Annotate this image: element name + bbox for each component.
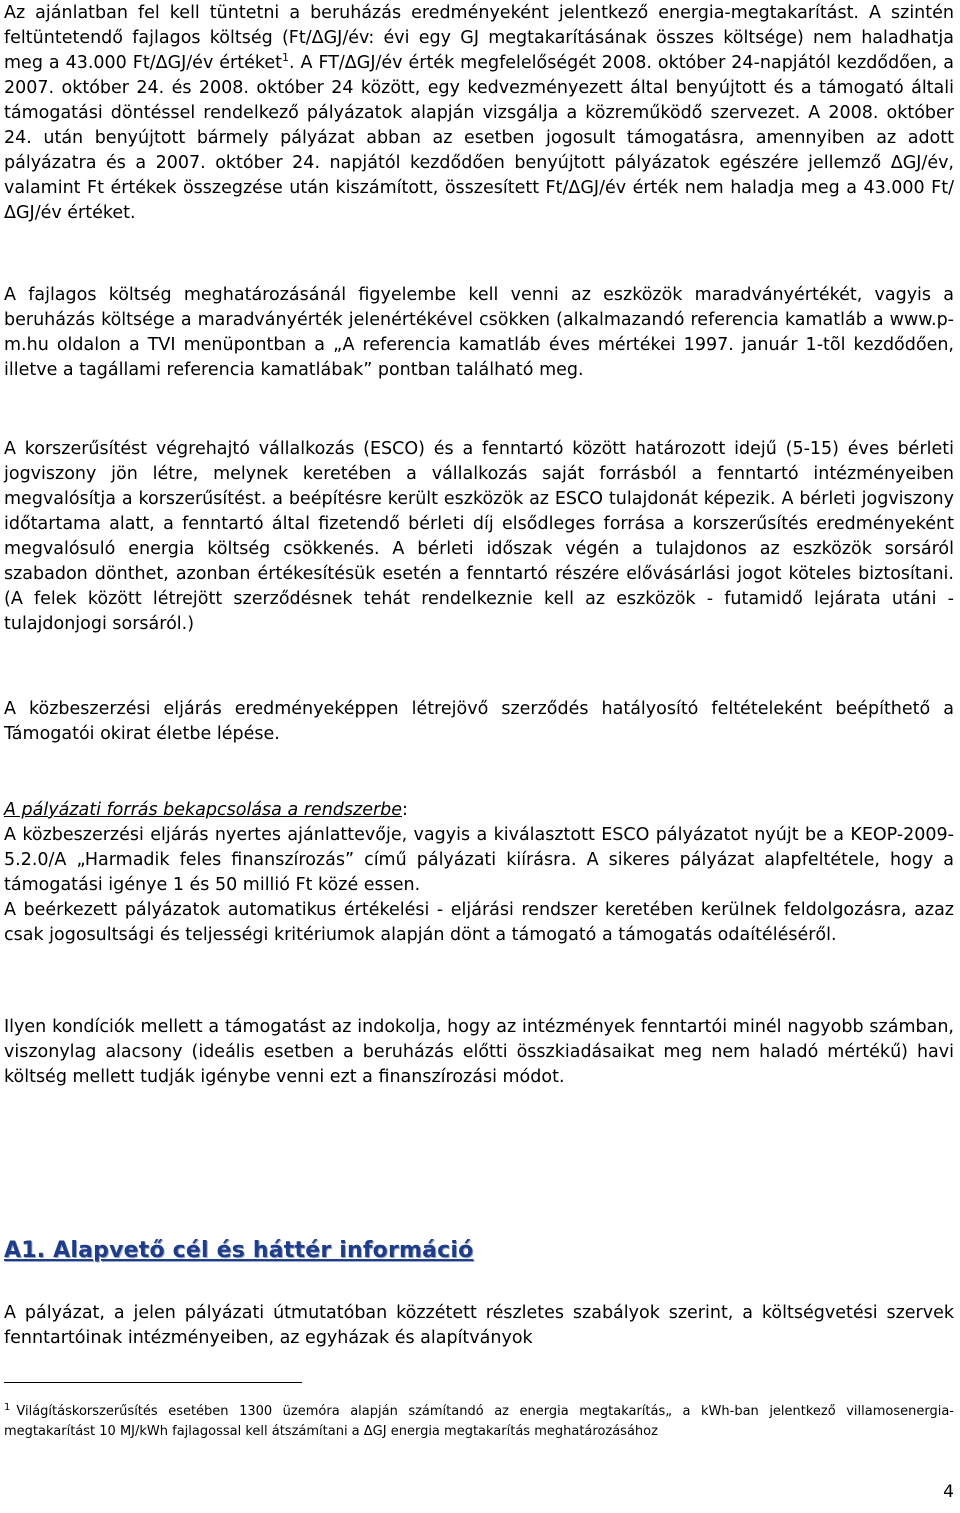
paragraph-energy-savings-text-b: . A FT/ΔGJ/év érték megfelelőségét 2008. október 24-napjától kezdődően, a 2007. október 24. és 2008. október 24 között, egy kedvezményezett által benyújtott és a támogató általi támogatási döntéssel rendelkező pályázatok alapján vizsgálja a közreműködő szervezet. A 2008. október 24. után benyújtott bármely pályázat abban az esetben jogosult támogatásra, amennyiben az adott pályázatra és a 2007. október 24. napjától kezdődően benyújtott pályázatok egészére jellemző ΔGJ/év, valamint Ft értékek összegzése után kiszámított, összesített Ft/ΔGJ/év érték nem haladja meg a 43.000 Ft/ΔGJ/év értéket. — [4, 53, 954, 223]
paragraph-funding-source — [4, 798, 954, 948]
funding-source-title-line — [4, 798, 954, 823]
funding-source-title: A pályázati forrás bekapcsolása a rendszerbe — [4, 800, 403, 820]
funding-source-text-1: A közbeszerzési eljárás nyertes ajánlattevője, vagyis a kiválasztott ESCO pályázatot nyújt be a KEOP-2009-5.2.0/A „Harmadik feles finanszírozás” című pályázati kiírásra. A sikeres pályázat alapfeltétele, hogy a támogatási igénye 1 és 50 millió Ft közé essen. — [4, 825, 954, 895]
paragraph-public-procurement: A közbeszerzési eljárás eredményeképpen létrejövő szerződés hatályosító feltételeként beépíthető a Támogatói okirat életbe lépése. — [4, 699, 954, 744]
document-page — [4, 0, 954, 1513]
footnote-text: Világításkorszerűsítés esetében 1300 üzemóra alapján számítandó az energia megtakarítás„ a kWh-ban jelentkező villamosenergia-megtakarítást 10 MJ/kWh fajlagossal kell átszámítani a ΔGJ energia megtakarítás meghatározásához — [4, 1404, 954, 1439]
paragraph-conditions: Ilyen kondíciók mellett a támogatást az indokolja, hogy az intézmények fenntartói minél nagyobb számban, viszonylag alacsony (ideális esetben a beruházás előtti összkiadásaikat meg nem haladó mértékű) havi költség mellett tudják igénybe venni ezt a finanszírozási módot. — [4, 1017, 954, 1087]
paragraph-application-scope: A pályázat, a jelen pályázati útmutatóban közzétett részletes szabályok szerint, a költségvetési szervek fenntartóinak intézményeiben, az egyházak és alapítványok — [4, 1303, 954, 1348]
funding-source-text-2: A beérkezett pályázatok automatikus értékelési - eljárási rendszer keretében kerülnek feldolgozásra, azaz csak jogosultsági és teljességi kritériumok alapján dönt a támogató a támogatás odaítéléséről. — [4, 900, 954, 945]
paragraph-energy-savings — [4, 1, 954, 226]
page-number: 4 — [943, 1482, 954, 1502]
footnote-separator — [4, 1382, 302, 1383]
paragraph-esco-lease: A korszerűsítést végrehajtó vállalkozás (ESCO) és a fenntartó között határozott idejű (5-15) éves bérleti jogviszony jön létre, melynek keretében a vállalkozás saját forrásból a fenntartó intézményeiben megvalósítja a korszerűsítést. a beépítésre került eszközök az ESCO tulajdonát képezik. A bérleti jogviszony időtartama alatt, a fenntartó által fizetendő bérleti díj elsődleges forrása a korszerűsítés eredményeként megvalósuló energia költség csökkenés. A bérleti időszak végén a tulajdonos az eszközök sorsáról szabadon dönthet, azonban értékesítésük esetén a fenntartó részére elővásárlási jogot köteles biztosítani. (A felek között létrejött szerződésnek tehát rendelkeznie kell az eszközök - futamidő lejárata utáni - tulajdonjogi sorsáról.) — [4, 439, 954, 634]
section-heading-a1: A1. Alapvető cél és háttér információ — [4, 1238, 474, 1263]
footnote-reference[interactable]: 1 — [282, 51, 289, 65]
paragraph-energy-savings-text-a: Az ajánlatban fel kell tüntetni a beruházás eredményeként jelentkező energia-megtakarítást. A szintén feltüntetendő fajlagos költség (Ft/ΔGJ/év: évi egy GJ megtakarításának összes költsége) nem haladhatja meg a 43.000 Ft/ΔGJ/év értéket — [4, 3, 954, 73]
footnote — [4, 1402, 954, 1442]
footnote-mark: 1 — [4, 1401, 11, 1413]
paragraph-specific-cost: A fajlagos költség meghatározásánál figyelembe kell venni az eszközök maradványértékét, vagyis a beruházás költsége a maradványérték jelenértékével csökken (alkalmazandó referencia kamatláb a www.p-m.hu oldalon a TVI menüpontban a „A referencia kamatláb éves mértékei 1997. január 1-tõl kezdődően, illetve a tagállami referencia kamatlábak” pontban található meg. — [4, 285, 954, 380]
funding-source-title-colon: : — [402, 800, 408, 820]
